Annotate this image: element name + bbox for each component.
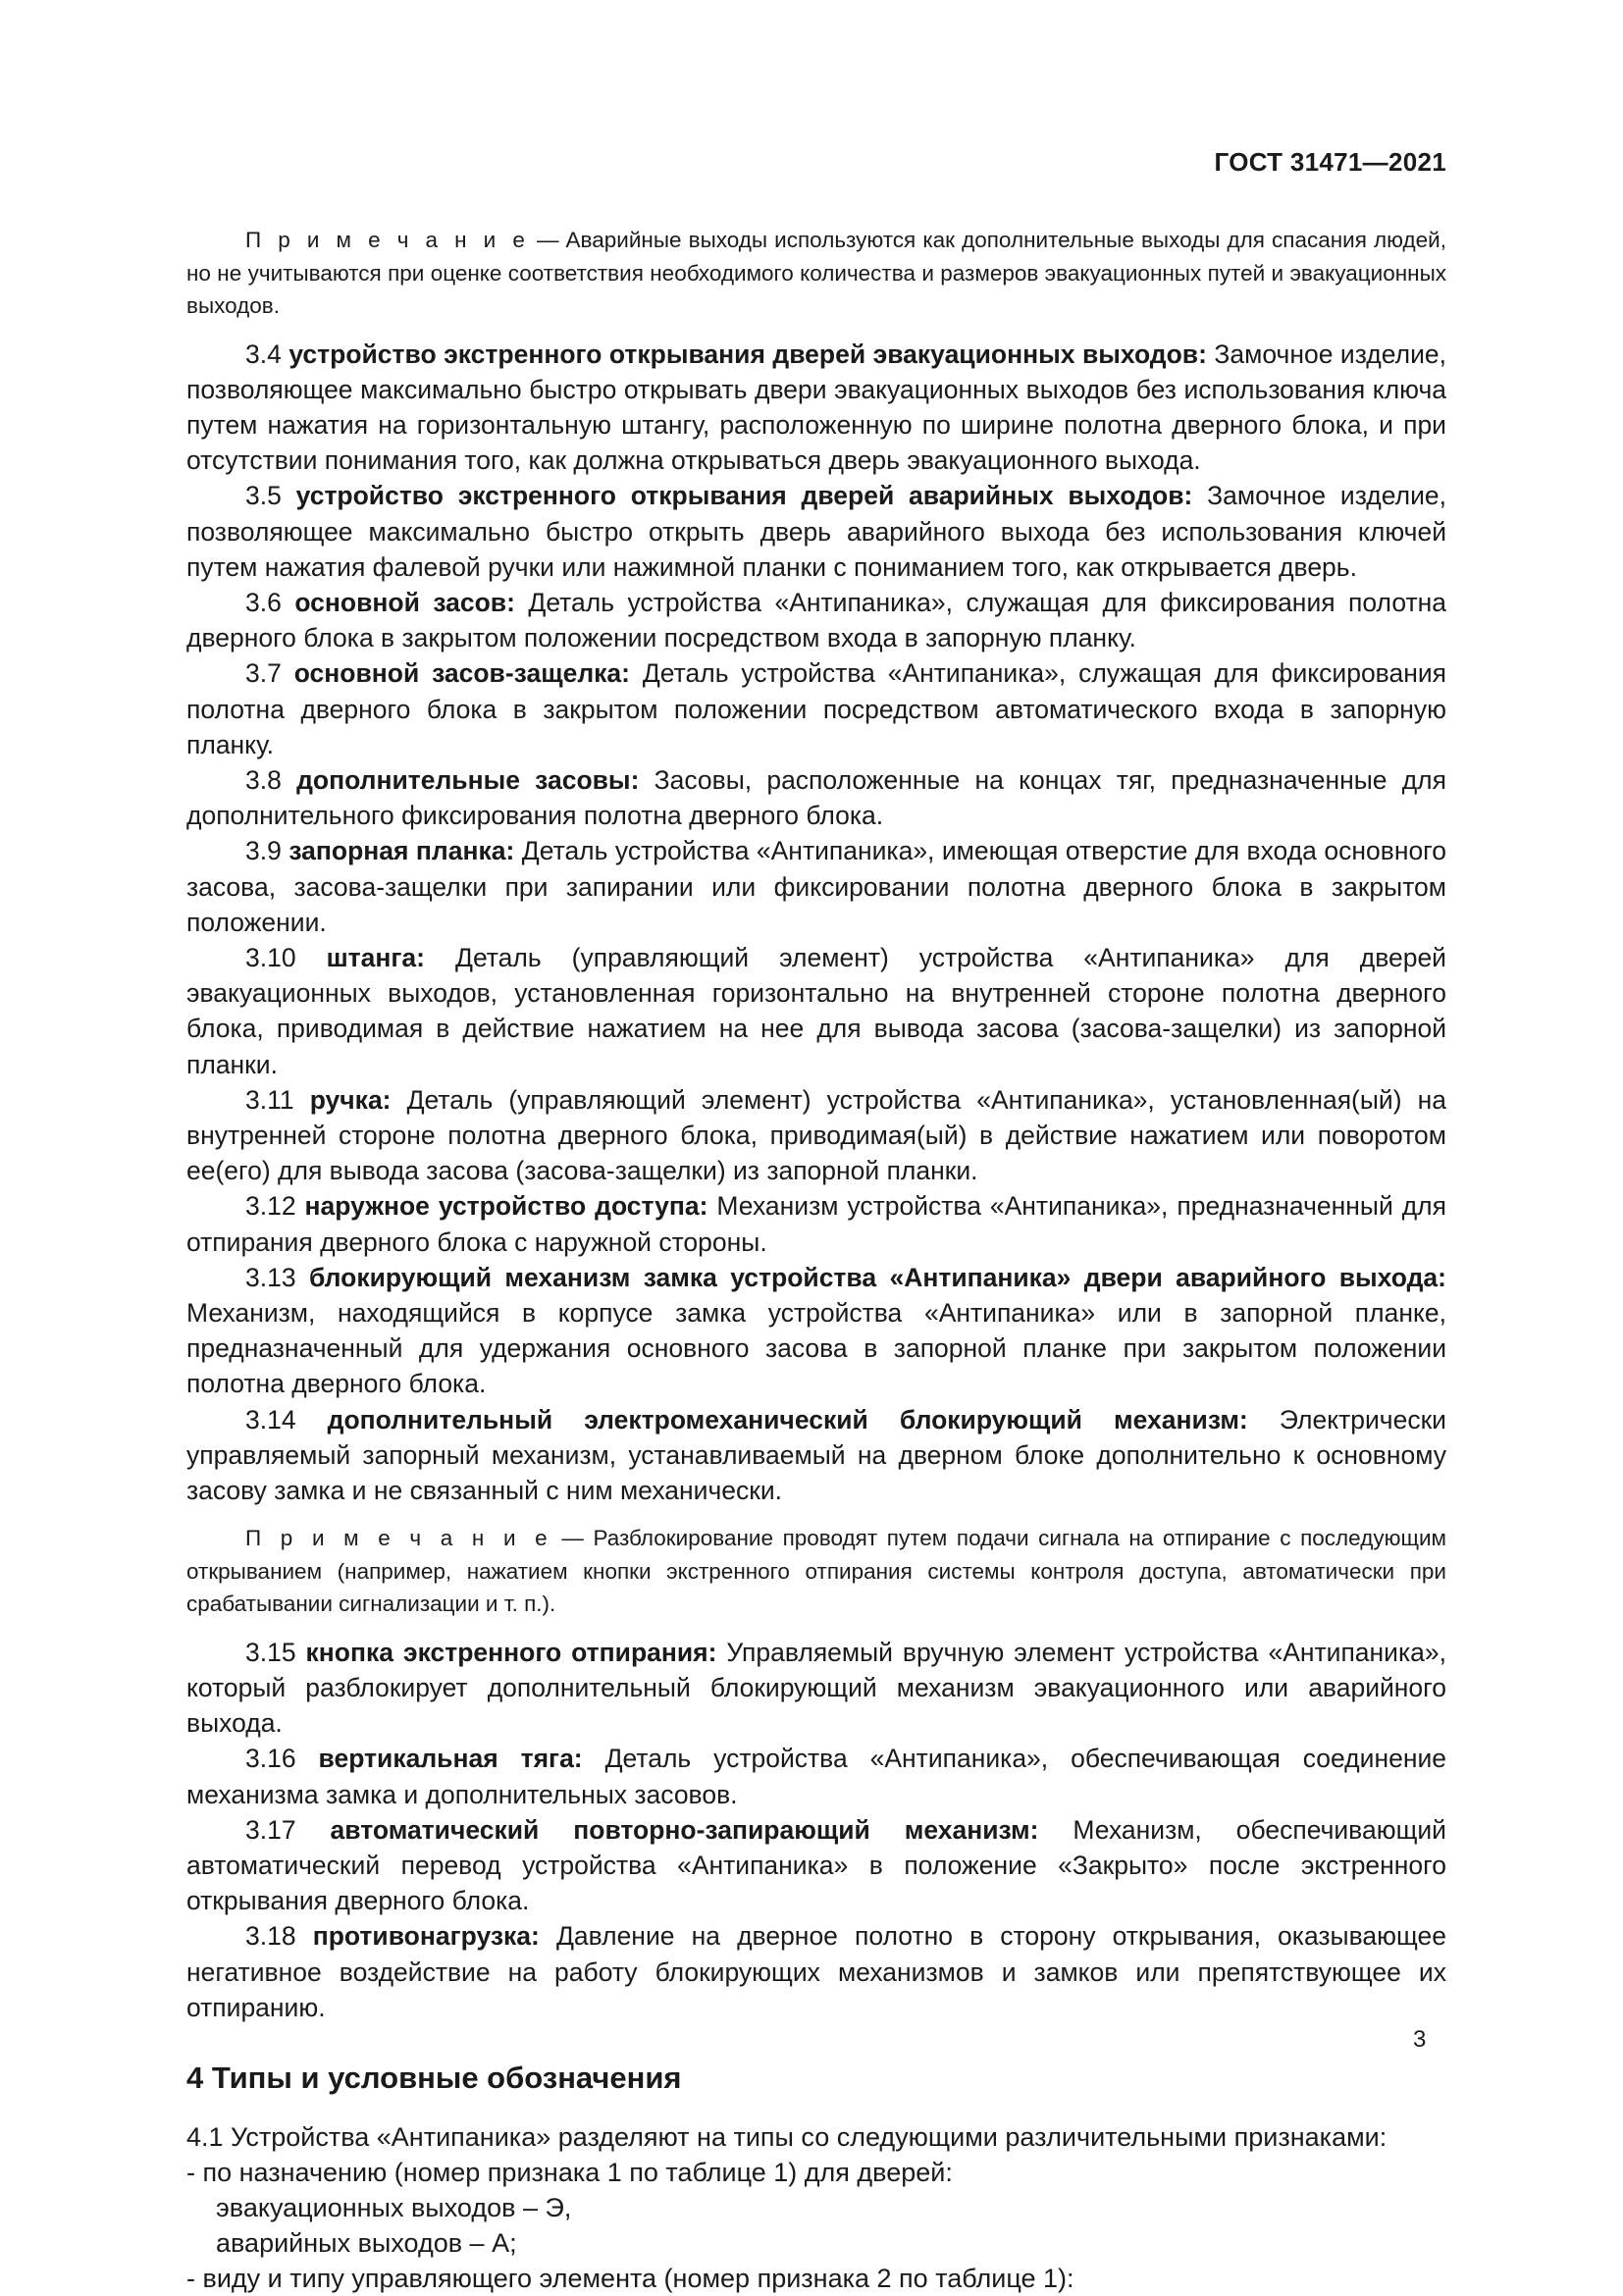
definition-text: Механизм устройства «Антипаника», предназначенный для отпирания дверного блока с наружной стороны.	[186, 1191, 1446, 1257]
definition-number: 3.12	[245, 1191, 296, 1222]
definition-term: устройство экстренного открывания дверей эвакуационных выходов:	[288, 339, 1207, 369]
list-subitem: аварийных выходов – А;	[216, 2227, 517, 2258]
definition-term: кнопка экстренного отпирания:	[305, 1637, 717, 1667]
definition-text: Засовы, расположенные на концах тяг, предназначенные для дополнительного фиксирования полотна дверного блока.	[186, 764, 1446, 831]
definition	[186, 1402, 1446, 1509]
definition-number: 3.10	[245, 942, 296, 972]
definition-term: основной засов-защелка:	[293, 658, 630, 689]
definition	[186, 1082, 1446, 1189]
type-list	[186, 2119, 1446, 2296]
definitions-group-b	[186, 1635, 1446, 2025]
definition-number: 3.8	[245, 764, 282, 795]
definition-text: Электрически управляемый запорный механизм, устанавливаемый на дверном блоке дополнительно к основному засову замка и не связанный с ним механически.	[186, 1404, 1446, 1505]
definition	[186, 833, 1446, 940]
definition-number: 3.17	[245, 1814, 296, 1845]
definition-term: дополнительные засовы:	[296, 764, 640, 795]
definition	[186, 1260, 1446, 1402]
definition-text: Замочное изделие, позволяющее максимально быстро открыть дверь аварийного выхода без использования ключей путем нажатия фалевой ручки или нажимной планки с пониманием того, как открывается дверь.	[186, 481, 1446, 582]
definition-text: Механизм, обеспечивающий автоматический перевод устройства «Антипаника» в положение «Закрыто» после экстренного открывания дверного блока.	[186, 1814, 1446, 1916]
definition-text: Управляемый вручную элемент устройства «Антипаника», который разблокирует дополнительный блокирующий механизм эвакуационного или аварийного выхода.	[186, 1637, 1446, 1739]
definition-number: 3.5	[245, 481, 282, 511]
document-content	[186, 224, 1446, 2296]
definition-term: запорная планка:	[288, 836, 515, 866]
definition-number: 3.18	[245, 1921, 296, 1952]
definition	[186, 478, 1446, 585]
definition-text: Деталь устройства «Антипаника», имеющая отверстие для входа основного засова, засова-защелки при запирании или фиксировании полотна дверного блока в закрытом положении.	[186, 836, 1447, 937]
definition-text: Деталь устройства «Антипаника», обеспечивающая соединение механизма замка и дополнительных засовов.	[186, 1744, 1446, 1809]
definition-number: 3.9	[245, 836, 282, 866]
definition	[186, 1918, 1446, 2025]
definition-term: ручка:	[309, 1084, 392, 1115]
definition-term: противонагрузка:	[312, 1921, 540, 1952]
definition-number: 3.6	[245, 587, 282, 617]
definition-text: Деталь устройства «Антипаника», служащая для фиксирования полотна дверного блока в закрытом положении посредством автоматического входа в запорную планку.	[186, 658, 1446, 759]
definition-number: 3.7	[245, 658, 282, 689]
list-intro: 4.1 Устройства «Антипаника» разделяют на типы со следующими различительными признаками:	[186, 2121, 1387, 2152]
definition	[186, 655, 1446, 762]
definition-term: дополнительный электромеханический блокирующий механизм:	[327, 1404, 1248, 1435]
definition-term: вертикальная тяга:	[318, 1744, 583, 1774]
list-subitem: эвакуационных выходов – Э,	[216, 2192, 572, 2222]
note-text: — Аварийные выходы используются как дополнительные выходы для спасания людей, но не учитываются при оценке соответствия необходимого количества и размеров эвакуационных путей и эвакуационных выходов.	[186, 228, 1446, 318]
definition-number: 3.13	[245, 1262, 296, 1292]
definition-text: Деталь устройства «Антипаника», служащая для фиксирования полотна дверного блока в закрытом положении посредством входа в запорную планку.	[186, 587, 1446, 653]
note-label: П р и м е ч а н и е	[245, 228, 530, 252]
definition-term: наружное устройство доступа:	[304, 1191, 708, 1222]
definition-number: 3.4	[245, 339, 282, 369]
section-heading: 4 Типы и условные обозначения	[186, 2060, 682, 2095]
definition-text: Механизм, находящийся в корпусе замка устройства «Антипаника» или в запорной планке, предназначенный для удержания основного засова в запорной планке при закрытом положении полотна дверного блока.	[186, 1297, 1446, 1399]
definition	[186, 1741, 1446, 1811]
note-text: — Разблокирование проводят путем подачи сигнала на отпирание с последующим открыванием (например, нажатием кнопки экстренного отпирания системы контроля доступа, автоматически при срабатывании сигнализации и т. п.).	[186, 1526, 1446, 1617]
definition-term: блокирующий механизм замка устройства «Антипаника» двери аварийного выхода:	[308, 1262, 1446, 1292]
definition-number: 3.11	[245, 1084, 294, 1115]
definition-number: 3.14	[245, 1404, 296, 1435]
definition-term: автоматический повторно-запирающий механизм:	[330, 1814, 1039, 1845]
definition-number: 3.15	[245, 1637, 296, 1667]
list-item: - виду и типу управляющего элемента (номер признака 2 по таблице 1):	[186, 2263, 1074, 2293]
definition	[186, 1635, 1446, 1742]
note-label: П р и м е ч а н и е	[245, 1526, 552, 1551]
definition	[186, 1812, 1446, 1919]
list-item: - по назначению (номер признака 1 по таблице 1) для дверей:	[186, 2157, 953, 2187]
definition-text: Деталь (управляющий элемент) устройства «Антипаника», установленная(ый) на внутренней стороне полотна дверного блока, приводимая(ый) в действие нажатием или поворотом ее(его) для вывода засова (засова-защелки) из запорной планки.	[186, 1084, 1446, 1186]
note	[186, 1522, 1446, 1621]
definition	[186, 1188, 1446, 1259]
definition-number: 3.16	[245, 1744, 296, 1774]
document-code: ГОСТ 31471—2021	[1214, 147, 1446, 177]
note	[186, 224, 1446, 323]
definition-text: Замочное изделие, позволяющее максимально быстро открывать двери эвакуационных выходов без использования ключа путем нажатия на горизонтальную штангу, расположенную по ширине полотна дверного блока, и при отсутствии понимания того, как должна открываться дверь эвакуационного выхода.	[186, 339, 1446, 476]
page-number: 3	[1413, 2026, 1427, 2053]
definition	[186, 762, 1446, 833]
definitions-group-a	[186, 337, 1446, 1509]
definition	[186, 940, 1446, 1082]
definition-text: Деталь (управляющий элемент) устройства «Антипаника» для дверей эвакуационных выходов, установленная горизонтально на внутренней стороне полотна дверного блока, приводимая в действие нажатием на нее для вывода засова (засова-защелки) из запорной планки.	[186, 942, 1446, 1079]
definition-term: штанга:	[326, 942, 425, 972]
definition	[186, 337, 1446, 479]
definition	[186, 585, 1446, 655]
definition-term: устройство экстренного открывания дверей аварийных выходов:	[295, 481, 1193, 511]
definition-text: Давление на дверное полотно в сторону открывания, оказывающее негативное воздействие на работу блокирующих механизмов и замков или препятствующее их отпиранию.	[186, 1921, 1446, 2022]
definition-term: основной засов:	[294, 587, 515, 617]
